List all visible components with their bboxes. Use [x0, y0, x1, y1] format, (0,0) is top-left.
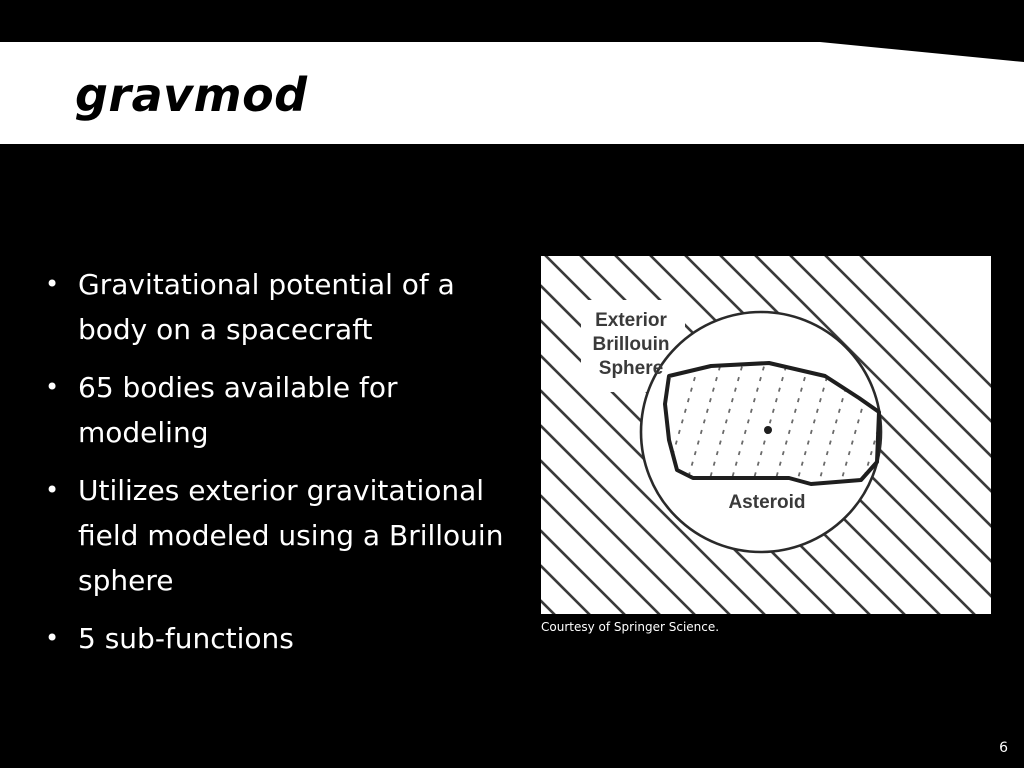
brillouin-sphere-figure: [541, 256, 991, 614]
brillouin-sphere-circle: [641, 312, 881, 552]
sphere-label-line3: Sphere: [598, 358, 664, 379]
sphere-label-line2: Brillouin: [592, 334, 670, 355]
bullet-dot-icon: •: [45, 624, 60, 652]
center-point: [764, 426, 772, 434]
bullet-dot-icon: •: [45, 270, 60, 298]
bullet-text: Utilizes exterior gravitational field modeled using a Brillouin sphere: [78, 474, 504, 597]
bullet-text: 65 bodies available for modeling: [78, 371, 398, 449]
bullet-text: 5 sub-functions: [78, 622, 294, 655]
figure-caption: Courtesy of Springer Science.: [541, 620, 720, 634]
asteroid-label: Asteroid: [728, 492, 806, 513]
bullet-list: [42, 262, 512, 674]
slide-title: gravmod: [75, 68, 308, 122]
sphere-label-line1: Exterior: [595, 310, 667, 331]
asteroid-outline: [665, 363, 879, 484]
bullet-dot-icon: •: [45, 476, 60, 504]
bullet-item: [42, 262, 512, 352]
page-number: 6: [999, 740, 1008, 756]
bullet-dot-icon: •: [45, 373, 60, 401]
bullet-item: [42, 468, 512, 603]
bullet-text: Gravitational potential of a body on a spacecraft: [78, 268, 455, 346]
bullet-item: [42, 616, 512, 661]
bullet-item: [42, 365, 512, 455]
